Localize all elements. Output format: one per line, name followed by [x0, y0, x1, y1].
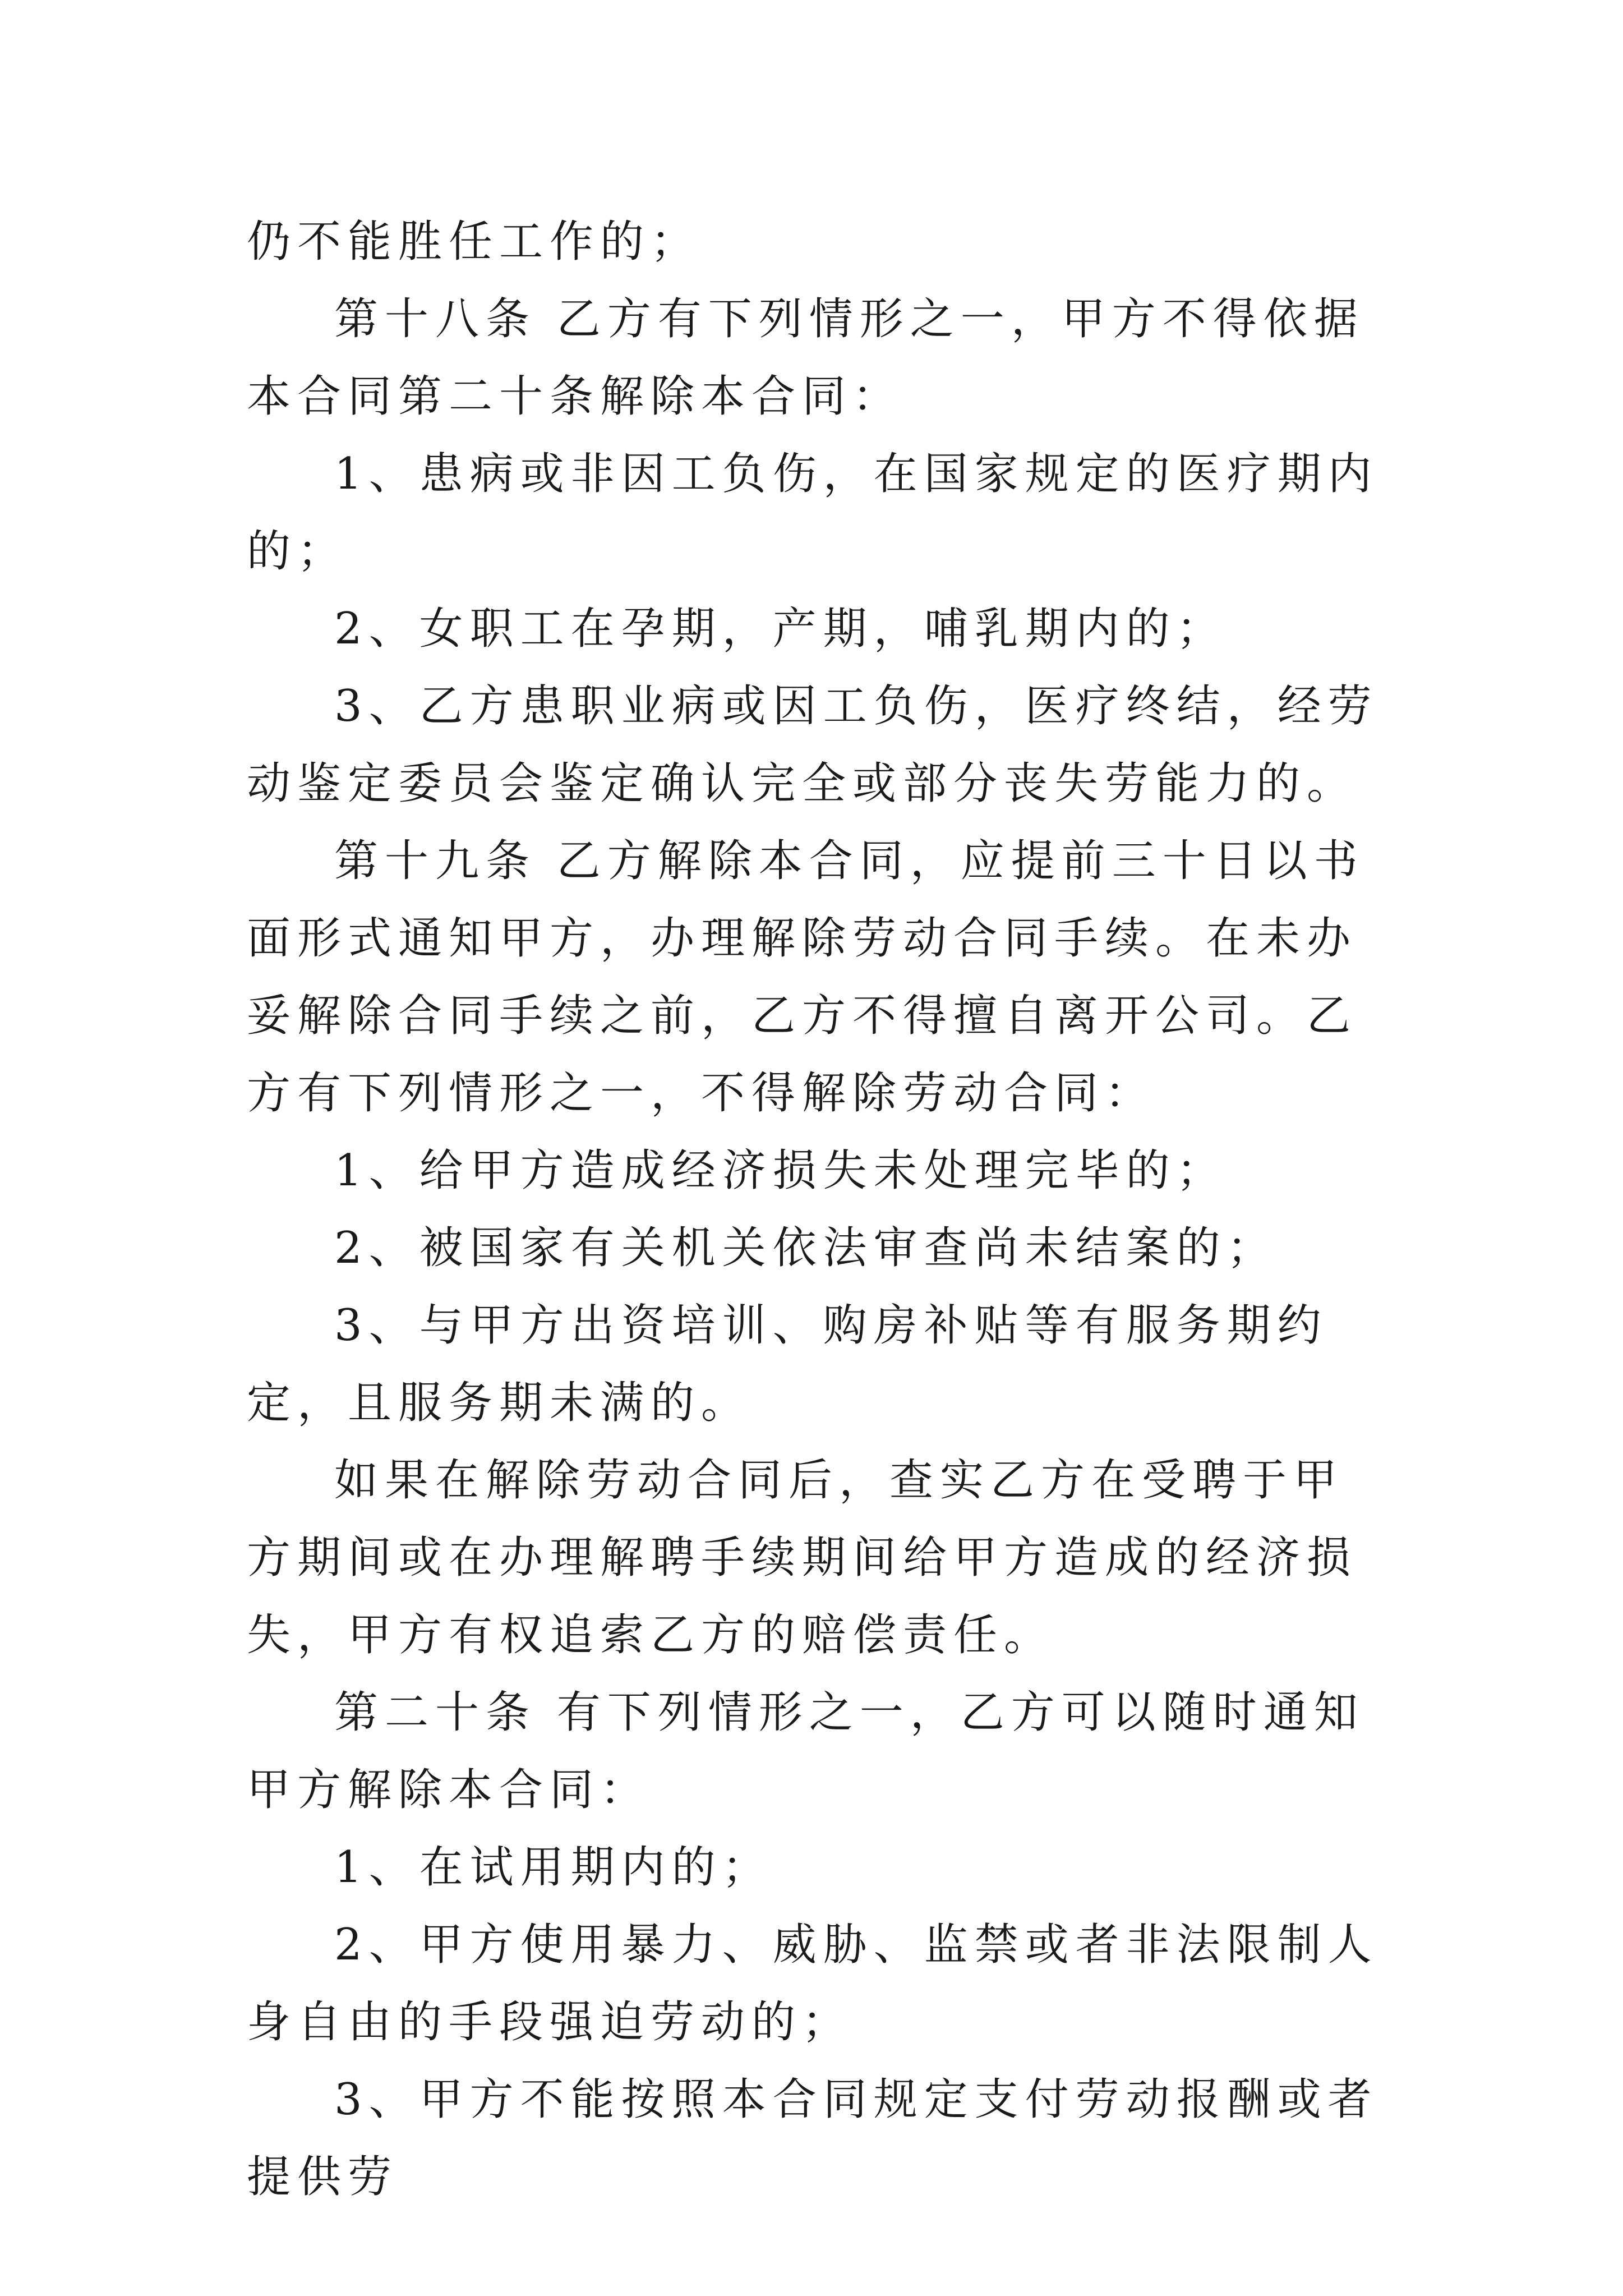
article-20-heading: 第二十条 有下列情形之一，乙方可以随时通知甲方解除本合同： [247, 1687, 1364, 1815]
list-item: 3、与甲方出资培训、购房补贴等有服务期约定，且服务期未满的。 [247, 1300, 1328, 1428]
list-item: 2、女职工在孕期，产期，哺乳期内的； [334, 604, 1227, 654]
list-item: 3、乙方患职业病或因工负伤，医疗终结，经劳动鉴定委员会鉴定确认完全或部分丧失劳能力的。 [247, 681, 1378, 809]
list-item: 2、甲方使用暴力、威胁、监禁或者非法限制人身自由的手段强迫劳动的； [247, 1920, 1378, 2047]
paragraph: 如果在解除劳动合同后，查实乙方在受聘于甲方期间或在办理解聘手续期间给甲方造成的经济损失，甲方有权追索乙方的赔偿责任。 [247, 1455, 1358, 1660]
article-19-heading: 第十九条 乙方解除本合同，应提前三十日以书面形式通知甲方，办理解除劳动合同手续。在未办妥解除合同手续之前，乙方不得擅自离开公司。乙方有下列情形之一，不得解除劳动合同： [247, 836, 1364, 1119]
list-item: 1、在试用期内的； [334, 1842, 773, 1893]
list-item: 2、被国家有关机关依法审查尚未结案的； [334, 1223, 1278, 1273]
paragraph: 仍不能胜任工作的； [247, 217, 702, 267]
list-item: 1、患病或非因工负伤，在国家规定的医疗期内的； [247, 449, 1378, 577]
article-18-heading: 第十八条 乙方有下列情形之一，甲方不得依据本合同第二十条解除本合同： [247, 294, 1364, 422]
document-body [247, 203, 1391, 2216]
list-item: 3、甲方不能按照本合同规定支付劳动报酬或者提供劳 [247, 2074, 1378, 2202]
list-item: 1、给甲方造成经济损失未处理完毕的； [334, 1145, 1227, 1196]
